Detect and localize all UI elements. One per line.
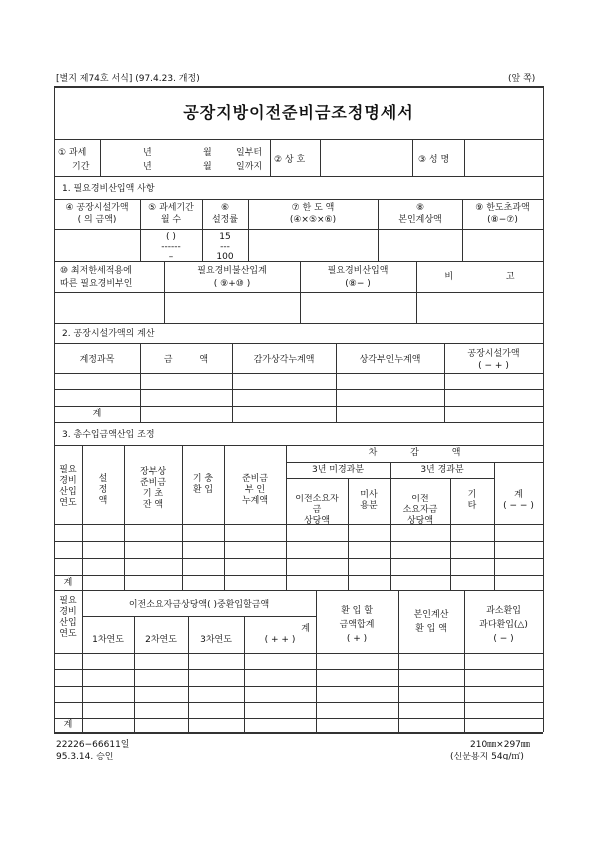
months-header-2: 월 수	[160, 215, 182, 225]
sec4-total-label: 계	[63, 720, 73, 730]
year-3-header: 3차연도	[200, 635, 232, 645]
sec3-total-label: 계	[63, 578, 73, 588]
relocation-fund-header: 이전소요자 금 상당액	[295, 494, 339, 524]
sec1-header-bottom	[54, 229, 543, 230]
sec2-row-1	[54, 389, 543, 390]
rate-fraction-bottom: 100	[216, 252, 234, 260]
self-reversal-header: 본인계산 환 입 액	[413, 610, 449, 634]
period-day-2: 일까지	[236, 162, 263, 172]
sec4-div-3	[188, 616, 189, 732]
sec2-div-3	[336, 343, 337, 422]
sec3-deduct-bottom	[286, 462, 543, 463]
sec2-div-1	[140, 343, 141, 422]
sec1-title-bottom	[54, 199, 543, 200]
period-month-1: 월	[203, 148, 212, 158]
sec4-div-1	[82, 590, 83, 732]
form-number: [별지 제74호 서식] (97.4.23. 개정)	[56, 74, 200, 84]
company-name-label: ② 상 호	[274, 155, 306, 165]
year-2-header: 2차연도	[145, 635, 177, 645]
header-bottom	[54, 176, 543, 177]
header-divider-1	[100, 140, 101, 176]
account-header: 계정과목	[79, 355, 115, 365]
period-year-1: 년	[143, 148, 152, 158]
sec3-row-1	[54, 541, 543, 542]
year-1-header: 1차연도	[92, 635, 124, 645]
sec3-sub-div-4	[494, 462, 495, 590]
sec3-row-3	[54, 575, 543, 576]
header-divider-2	[270, 140, 271, 176]
reversal-total-header: 환 입 할 금액합계 ( + )	[339, 606, 375, 644]
under-over-reversal-header: 과소환입 과다환입(△) ( − )	[479, 606, 528, 644]
book-reserve-header: 장부상 준비금 기 초 잔 액	[139, 467, 167, 510]
rate-header-2: 설정률	[211, 215, 239, 225]
limit-header-2: (④×⑤×⑥)	[289, 215, 337, 225]
section-2-title: 2. 공장시설가액의 계산	[62, 329, 155, 339]
representative-name-label: ③ 성 명	[418, 155, 450, 165]
rate-header: ⑥	[220, 203, 230, 213]
sec3-title-bottom	[54, 445, 543, 446]
sec2-title-bottom	[54, 343, 543, 344]
tax-period-label: ① 과세	[58, 148, 87, 158]
sec3-sub-div-2	[390, 462, 391, 590]
sec3-header-bottom	[54, 524, 543, 525]
tax-period-label-2: 기간	[72, 162, 90, 172]
period-year-2: 년	[143, 162, 152, 172]
frame-top	[54, 86, 543, 88]
paper-type: (신문용지 54g/㎡)	[450, 752, 524, 760]
sec2-header-bottom	[54, 373, 543, 374]
under-3years-header: 3년 미경과분	[311, 465, 365, 475]
header-divider-3	[320, 140, 321, 176]
relocation-fund-header-2: 이전 소요자금 상당액	[402, 494, 438, 524]
excess-header: ⑨ 한도초과액	[475, 203, 530, 213]
months-fraction-line: ------	[161, 242, 181, 252]
year-sum-header: 계 ( + + )	[264, 624, 310, 645]
unused-header: 미사 용분	[360, 490, 378, 511]
sec4-header-bottom	[54, 653, 543, 654]
frame-right	[543, 86, 544, 732]
page-side-label: (앞 쪽)	[508, 74, 536, 84]
sec3-bottom	[54, 590, 543, 591]
nondeductible-header-2: ( ⑨+⑩ )	[213, 279, 251, 289]
factory-value-header-2: ( 의 금액)	[77, 215, 117, 225]
header-divider-5	[464, 140, 465, 176]
sec4-div-2	[134, 616, 135, 732]
section-1-title: 1. 필요경비산입액 사항	[62, 184, 155, 194]
header-divider-4	[412, 140, 413, 176]
reversal-group-header: 이전소요자금상당액( )중환입할금액	[128, 600, 270, 610]
sec4-row-3	[54, 702, 543, 703]
sec1-r2-header-bottom	[54, 292, 543, 293]
sec4-row-2	[54, 686, 543, 687]
sec2-total-label: 계	[92, 409, 102, 419]
sec4-row-4	[54, 718, 543, 719]
months-fraction-bottom: –	[168, 252, 174, 260]
factory-value-header: ④ 공장시설가액	[65, 203, 129, 213]
period-day-1: 일부터	[236, 148, 263, 158]
sec1-row1-bottom	[54, 261, 543, 262]
rate-fraction-top: 15	[219, 232, 231, 242]
sec4-group-bottom	[82, 616, 316, 617]
minimum-tax-header-2: 따른 필요경비부인	[60, 279, 133, 289]
previous-reversal-header: 기 충 환 입	[192, 474, 214, 495]
paper-size: 210㎜×297㎜	[470, 740, 530, 750]
months-header: ⑤ 과세기간	[148, 203, 194, 213]
months-fraction-top: ( )	[166, 232, 176, 242]
section-3-title: 3. 총수입금액산입 조정	[62, 430, 155, 440]
factory-value-calc-header-2: ( − + )	[478, 361, 509, 371]
limit-header: ⑦ 한 도 액	[291, 203, 335, 213]
sec2-bottom	[54, 422, 543, 423]
period-month-2: 월	[203, 162, 212, 172]
sec2-div-4	[444, 343, 445, 422]
self-amount-header: ⑧	[415, 203, 425, 213]
page-title: 공장지방이전준비금조정명세서	[183, 103, 414, 122]
sec3-div-3	[182, 445, 183, 590]
deduction-header: 차 감 액	[368, 448, 461, 458]
remarks-header: 비 고	[444, 272, 515, 282]
deductible-header: 필요경비산입액	[327, 266, 389, 276]
frame-bottom	[54, 732, 543, 734]
sec3-row-2	[54, 558, 543, 559]
sec3-div-1	[82, 445, 83, 590]
sec3-div-4	[224, 445, 225, 590]
title-divider	[54, 139, 543, 140]
total-deduction-header: 계 ( − − )	[503, 490, 534, 511]
approval-date: 95.3.14. 승인	[56, 752, 114, 760]
minimum-tax-header: ⑩ 최저한세적용에	[60, 266, 132, 276]
self-amount-header-2: 본인계상액	[398, 215, 442, 225]
nondeductible-header: 필요경비불산입계	[197, 266, 267, 276]
over-3years-header: 3년 경과분	[420, 465, 464, 475]
deductible-header-2: (⑧− )	[345, 279, 371, 289]
sec2-row-2	[54, 406, 543, 407]
setting-amount-header: 설 정 액	[98, 474, 108, 506]
form-code: 22226−66611일	[56, 740, 130, 750]
sec4-row-1	[54, 669, 543, 670]
amount-header: 금 액	[163, 355, 209, 365]
sec2-div-2	[232, 343, 233, 422]
accum-disallowed-header: 상각부인누계액	[359, 355, 421, 365]
reserve-disallowed-header: 준비금 부 인 누계액	[241, 474, 269, 506]
sec1-bottom	[54, 323, 543, 324]
sec4-year-header: 필요 경비 산입 연도	[59, 596, 77, 639]
sec3-year-header: 필요 경비 산입 연도	[59, 465, 77, 508]
excess-header-2: (⑧−⑦)	[487, 215, 518, 225]
accum-depreciation-header: 감가상각누계액	[253, 355, 315, 365]
other-header: 기 타	[467, 490, 477, 511]
factory-value-calc-header: 공장시설가액	[467, 349, 520, 359]
rate-fraction-line: ---	[220, 242, 230, 252]
